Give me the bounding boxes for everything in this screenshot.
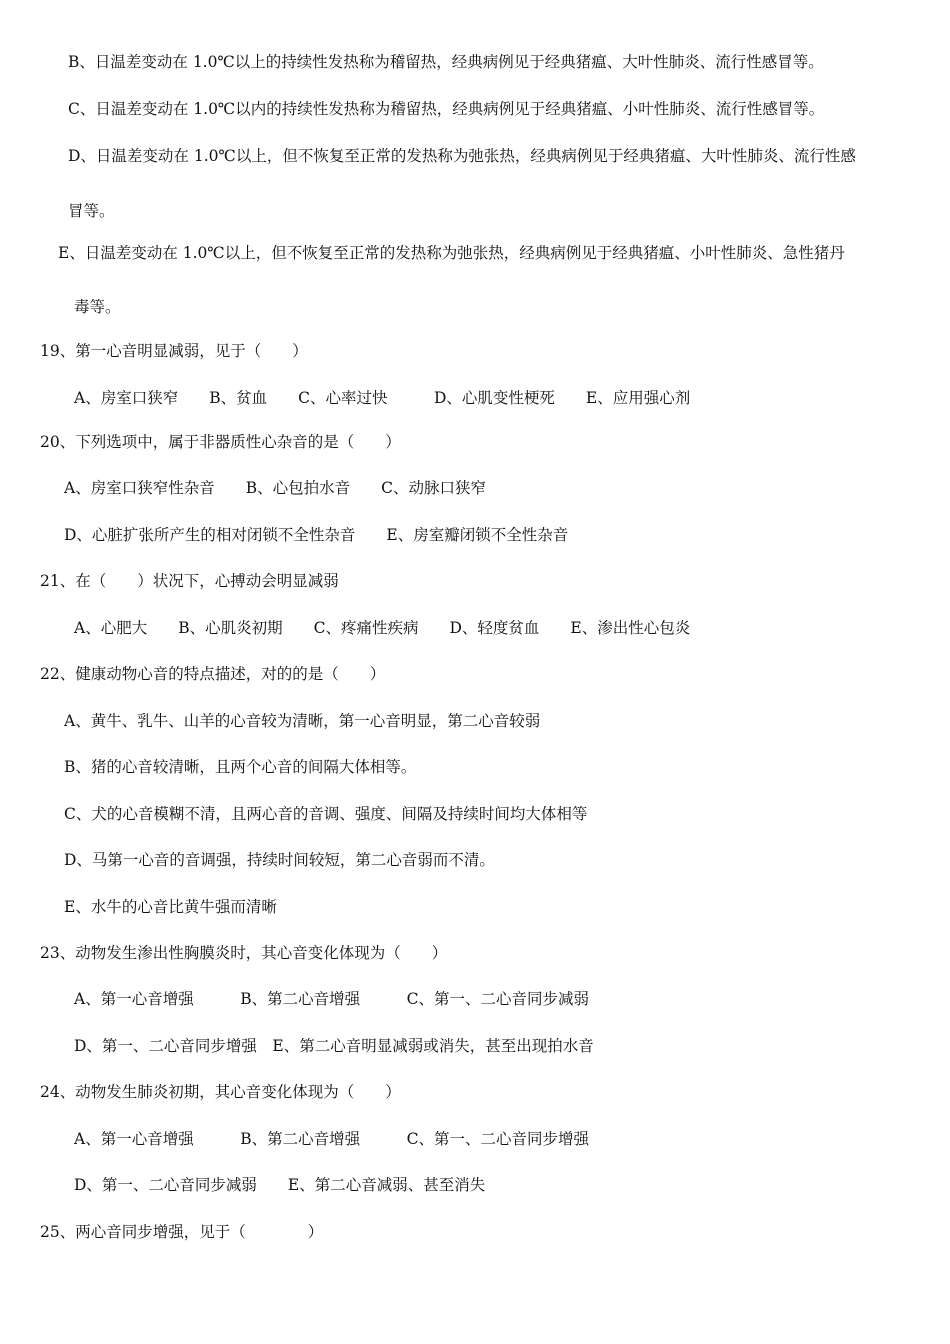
- q22-option-a: A、黄牛、乳牛、山羊的心音较为清晰，第一心音明显，第二心音较弱: [64, 712, 541, 730]
- q24-options-line1: A、第一心音增强 B、第二心音增强 C、第一、二心音同步增强: [74, 1130, 589, 1148]
- q18-option-e-line2: 毒等。: [74, 298, 121, 316]
- q18-option-b: B、日温差变动在 1.0℃以上的持续性发热称为稽留热，经典病例见于经典猪瘟、大叶性肺炎、流行性感冒等。: [68, 53, 824, 71]
- q20-options-line1: A、房室口狭窄性杂音 B、心包拍水音 C、动脉口狭窄: [64, 479, 486, 497]
- q23-options-line2: D、第一、二心音同步增强 E、第二心音明显减弱或消失，甚至出现拍水音: [74, 1037, 594, 1055]
- q22-option-b: B、猪的心音较清晰，且两个心音的间隔大体相等。: [64, 758, 417, 776]
- q19-options: A、房室口狭窄 B、贫血 C、心率过快 D、心肌变性梗死 E、应用强心剂: [74, 389, 691, 407]
- q22-option-c: C、犬的心音模糊不清，且两心音的音调、强度、间隔及持续时间均大体相等: [64, 805, 588, 823]
- q18-option-d-line1: D、日温差变动在 1.0℃以上，但不恢复至正常的发热称为弛张热，经典病例见于经典猪瘟、大叶性肺炎、流行性感: [68, 147, 856, 165]
- q22-option-e: E、水牛的心音比黄牛强而清晰: [64, 898, 277, 916]
- q23-stem: 23、动物发生渗出性胸膜炎时，其心音变化体现为（ ）: [40, 944, 448, 962]
- q24-stem: 24、动物发生肺炎初期，其心音变化体现为（ ）: [40, 1083, 401, 1101]
- q18-option-c: C、日温差变动在 1.0℃以内的持续性发热称为稽留热，经典病例见于经典猪瘟、小叶性肺炎、流行性感冒等。: [68, 100, 825, 118]
- q18-option-e-line1: E、日温差变动在 1.0℃以上，但不恢复至正常的发热称为弛张热，经典病例见于经典猪瘟、小叶性肺炎、急性猪丹: [58, 244, 845, 262]
- q25-stem: 25、两心音同步增强，见于（ ）: [40, 1223, 324, 1241]
- q19-stem: 19、第一心音明显减弱，见于（ ）: [40, 342, 308, 360]
- q21-stem: 21、在（ ）状况下，心搏动会明显减弱: [40, 572, 339, 590]
- q20-options-line2: D、心脏扩张所产生的相对闭锁不全性杂音 E、房室瓣闭锁不全性杂音: [64, 526, 569, 544]
- q22-stem: 22、健康动物心音的特点描述，对的的是（ ）: [40, 665, 386, 683]
- q23-options-line1: A、第一心音增强 B、第二心音增强 C、第一、二心音同步减弱: [74, 990, 589, 1008]
- q18-option-d-line2: 冒等。: [68, 202, 115, 220]
- q22-option-d: D、马第一心音的音调强，持续时间较短，第二心音弱而不清。: [64, 851, 495, 869]
- q21-options: A、心肥大 B、心肌炎初期 C、疼痛性疾病 D、轻度贫血 E、渗出性心包炎: [74, 619, 691, 637]
- q20-stem: 20、下列选项中，属于非器质性心杂音的是（ ）: [40, 433, 401, 451]
- q24-options-line2: D、第一、二心音同步减弱 E、第二心音减弱、甚至消失: [74, 1176, 486, 1194]
